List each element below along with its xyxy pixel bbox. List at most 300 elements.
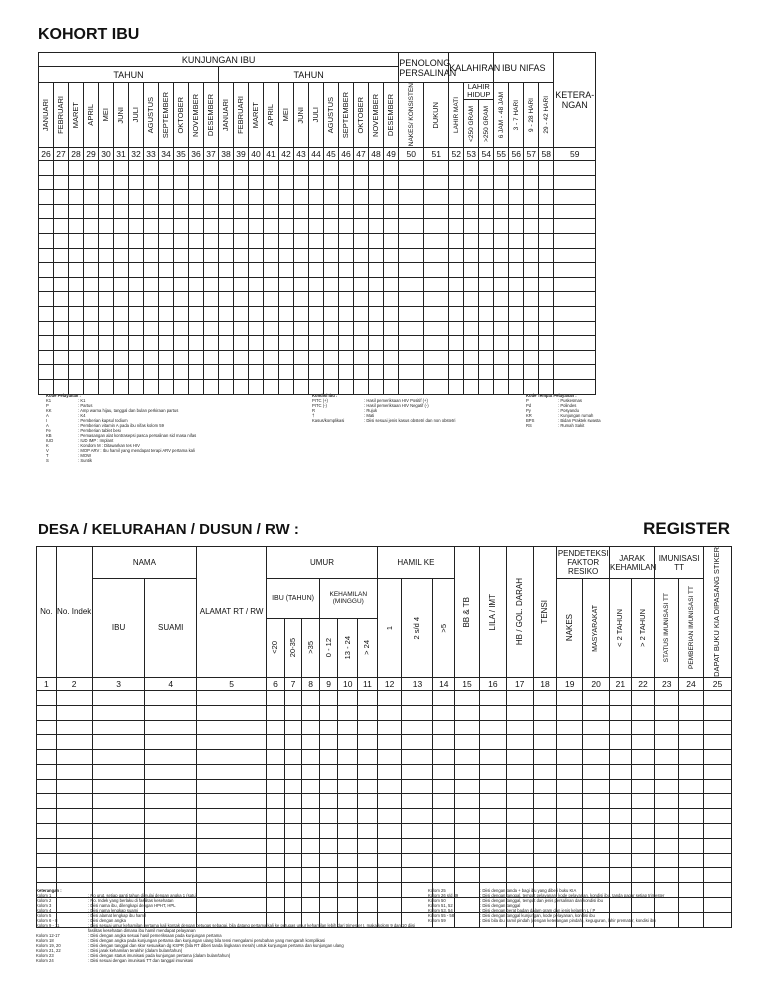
table-cell[interactable] — [56, 720, 92, 735]
table-cell[interactable] — [524, 365, 539, 380]
table-cell[interactable] — [174, 306, 189, 321]
table-cell[interactable] — [37, 705, 57, 720]
table-cell[interactable] — [479, 794, 506, 809]
table-cell[interactable] — [338, 838, 358, 853]
table-cell[interactable] — [339, 306, 354, 321]
table-cell[interactable] — [99, 190, 114, 205]
table-cell[interactable] — [324, 350, 339, 365]
table-cell[interactable] — [99, 365, 114, 380]
table-cell[interactable] — [655, 750, 679, 765]
table-cell[interactable] — [189, 161, 204, 176]
table-cell[interactable] — [279, 277, 294, 292]
table-cell[interactable] — [99, 175, 114, 190]
table-cell[interactable] — [402, 705, 433, 720]
table-cell[interactable] — [145, 720, 197, 735]
table-cell[interactable] — [204, 321, 219, 336]
table-cell[interactable] — [557, 838, 583, 853]
table-cell[interactable] — [557, 750, 583, 765]
table-cell[interactable] — [424, 306, 449, 321]
table-cell[interactable] — [267, 838, 285, 853]
table-cell[interactable] — [84, 233, 99, 248]
table-cell[interactable] — [399, 306, 424, 321]
table-cell[interactable] — [631, 794, 655, 809]
table-cell[interactable] — [114, 350, 129, 365]
table-cell[interactable] — [39, 306, 54, 321]
table-cell[interactable] — [358, 705, 378, 720]
table-cell[interactable] — [610, 779, 632, 794]
table-cell[interactable] — [279, 379, 294, 394]
table-cell[interactable] — [539, 175, 554, 190]
table-cell[interactable] — [369, 233, 384, 248]
table-cell[interactable] — [424, 263, 449, 278]
table-cell[interactable] — [309, 219, 324, 234]
table-cell[interactable] — [433, 735, 455, 750]
table-cell[interactable] — [219, 190, 234, 205]
table-cell[interactable] — [309, 233, 324, 248]
table-cell[interactable] — [84, 292, 99, 307]
table-cell[interactable] — [234, 277, 249, 292]
table-cell[interactable] — [56, 690, 92, 705]
table-cell[interactable] — [369, 321, 384, 336]
table-cell[interactable] — [494, 365, 509, 380]
table-cell[interactable] — [455, 720, 480, 735]
table-cell[interactable] — [384, 263, 399, 278]
table-cell[interactable] — [610, 868, 632, 883]
table-cell[interactable] — [539, 292, 554, 307]
table-cell[interactable] — [399, 336, 424, 351]
table-cell[interactable] — [284, 853, 302, 868]
table-cell[interactable] — [99, 233, 114, 248]
table-cell[interactable] — [284, 750, 302, 765]
table-cell[interactable] — [279, 350, 294, 365]
table-cell[interactable] — [339, 175, 354, 190]
table-cell[interactable] — [539, 350, 554, 365]
table-cell[interactable] — [189, 175, 204, 190]
table-cell[interactable] — [369, 204, 384, 219]
table-cell[interactable] — [284, 764, 302, 779]
table-cell[interactable] — [174, 365, 189, 380]
table-cell[interactable] — [679, 868, 704, 883]
table-cell[interactable] — [324, 321, 339, 336]
table-cell[interactable] — [114, 248, 129, 263]
table-cell[interactable] — [144, 350, 159, 365]
table-cell[interactable] — [424, 321, 449, 336]
table-cell[interactable] — [703, 794, 731, 809]
table-cell[interactable] — [294, 190, 309, 205]
table-cell[interactable] — [69, 161, 84, 176]
table-cell[interactable] — [69, 277, 84, 292]
table-cell[interactable] — [197, 764, 267, 779]
table-cell[interactable] — [144, 248, 159, 263]
table-cell[interactable] — [455, 824, 480, 839]
table-cell[interactable] — [369, 161, 384, 176]
table-cell[interactable] — [145, 690, 197, 705]
table-cell[interactable] — [494, 306, 509, 321]
table-cell[interactable] — [309, 350, 324, 365]
table-cell[interactable] — [377, 809, 402, 824]
table-cell[interactable] — [533, 838, 557, 853]
table-cell[interactable] — [309, 379, 324, 394]
table-cell[interactable] — [92, 853, 145, 868]
table-cell[interactable] — [557, 824, 583, 839]
table-cell[interactable] — [204, 263, 219, 278]
table-cell[interactable] — [69, 292, 84, 307]
table-cell[interactable] — [92, 705, 145, 720]
table-cell[interactable] — [84, 190, 99, 205]
table-cell[interactable] — [433, 794, 455, 809]
table-cell[interactable] — [524, 379, 539, 394]
table-cell[interactable] — [433, 750, 455, 765]
table-cell[interactable] — [69, 365, 84, 380]
table-cell[interactable] — [339, 161, 354, 176]
table-cell[interactable] — [424, 233, 449, 248]
table-cell[interactable] — [267, 750, 285, 765]
table-cell[interactable] — [424, 277, 449, 292]
table-cell[interactable] — [267, 868, 285, 883]
table-cell[interactable] — [99, 204, 114, 219]
table-cell[interactable] — [338, 720, 358, 735]
table-cell[interactable] — [197, 750, 267, 765]
table-cell[interactable] — [583, 750, 610, 765]
table-cell[interactable] — [319, 690, 338, 705]
table-cell[interactable] — [494, 233, 509, 248]
table-cell[interactable] — [234, 263, 249, 278]
table-cell[interactable] — [189, 233, 204, 248]
table-cell[interactable] — [284, 824, 302, 839]
table-cell[interactable] — [455, 853, 480, 868]
table-cell[interactable] — [399, 219, 424, 234]
table-cell[interactable] — [56, 794, 92, 809]
table-cell[interactable] — [631, 764, 655, 779]
table-cell[interactable] — [369, 175, 384, 190]
table-cell[interactable] — [114, 277, 129, 292]
table-cell[interactable] — [56, 838, 92, 853]
table-cell[interactable] — [524, 306, 539, 321]
table-cell[interactable] — [204, 175, 219, 190]
table-cell[interactable] — [339, 190, 354, 205]
table-cell[interactable] — [159, 161, 174, 176]
table-cell[interactable] — [506, 794, 533, 809]
table-cell[interactable] — [174, 379, 189, 394]
table-cell[interactable] — [583, 735, 610, 750]
table-cell[interactable] — [433, 764, 455, 779]
table-cell[interactable] — [354, 190, 369, 205]
table-cell[interactable] — [174, 248, 189, 263]
table-cell[interactable] — [294, 350, 309, 365]
table-cell[interactable] — [338, 705, 358, 720]
table-cell[interactable] — [145, 838, 197, 853]
table-cell[interactable] — [129, 321, 144, 336]
table-cell[interactable] — [204, 277, 219, 292]
table-cell[interactable] — [114, 219, 129, 234]
table-cell[interactable] — [84, 350, 99, 365]
table-cell[interactable] — [358, 690, 378, 705]
table-cell[interactable] — [279, 175, 294, 190]
table-cell[interactable] — [159, 248, 174, 263]
table-cell[interactable] — [114, 336, 129, 351]
table-cell[interactable] — [384, 306, 399, 321]
table-cell[interactable] — [524, 277, 539, 292]
table-cell[interactable] — [234, 379, 249, 394]
table-cell[interactable] — [539, 161, 554, 176]
table-cell[interactable] — [506, 735, 533, 750]
table-cell[interactable] — [84, 306, 99, 321]
table-cell[interactable] — [369, 219, 384, 234]
table-cell[interactable] — [37, 720, 57, 735]
table-cell[interactable] — [264, 175, 279, 190]
table-cell[interactable] — [399, 161, 424, 176]
table-cell[interactable] — [39, 336, 54, 351]
table-cell[interactable] — [324, 379, 339, 394]
table-cell[interactable] — [402, 735, 433, 750]
table-cell[interactable] — [309, 336, 324, 351]
table-cell[interactable] — [494, 263, 509, 278]
table-cell[interactable] — [679, 720, 704, 735]
table-cell[interactable] — [583, 705, 610, 720]
table-cell[interactable] — [479, 248, 494, 263]
table-cell[interactable] — [284, 838, 302, 853]
table-cell[interactable] — [377, 735, 402, 750]
table-cell[interactable] — [354, 321, 369, 336]
table-cell[interactable] — [99, 248, 114, 263]
table-cell[interactable] — [234, 219, 249, 234]
table-cell[interactable] — [339, 277, 354, 292]
table-cell[interactable] — [339, 248, 354, 263]
table-cell[interactable] — [69, 321, 84, 336]
table-cell[interactable] — [204, 248, 219, 263]
table-cell[interactable] — [54, 219, 69, 234]
table-cell[interactable] — [204, 190, 219, 205]
table-cell[interactable] — [145, 705, 197, 720]
table-cell[interactable] — [369, 248, 384, 263]
table-cell[interactable] — [494, 277, 509, 292]
table-cell[interactable] — [506, 868, 533, 883]
table-cell[interactable] — [92, 794, 145, 809]
table-cell[interactable] — [219, 379, 234, 394]
table-cell[interactable] — [338, 868, 358, 883]
table-cell[interactable] — [610, 809, 632, 824]
table-cell[interactable] — [54, 336, 69, 351]
table-cell[interactable] — [449, 350, 464, 365]
table-cell[interactable] — [479, 750, 506, 765]
table-cell[interactable] — [284, 779, 302, 794]
table-cell[interactable] — [655, 779, 679, 794]
table-cell[interactable] — [424, 336, 449, 351]
table-cell[interactable] — [39, 204, 54, 219]
table-cell[interactable] — [129, 336, 144, 351]
table-cell[interactable] — [464, 292, 479, 307]
table-cell[interactable] — [338, 824, 358, 839]
table-cell[interactable] — [449, 190, 464, 205]
table-cell[interactable] — [145, 809, 197, 824]
table-cell[interactable] — [249, 306, 264, 321]
table-cell[interactable] — [524, 175, 539, 190]
table-cell[interactable] — [54, 277, 69, 292]
table-cell[interactable] — [267, 809, 285, 824]
table-cell[interactable] — [99, 277, 114, 292]
table-cell[interactable] — [159, 175, 174, 190]
table-cell[interactable] — [54, 161, 69, 176]
table-cell[interactable] — [631, 735, 655, 750]
table-cell[interactable] — [524, 263, 539, 278]
table-cell[interactable] — [631, 838, 655, 853]
table-cell[interactable] — [354, 175, 369, 190]
table-cell[interactable] — [494, 379, 509, 394]
table-cell[interactable] — [159, 204, 174, 219]
table-cell[interactable] — [189, 248, 204, 263]
table-cell[interactable] — [506, 853, 533, 868]
table-cell[interactable] — [655, 705, 679, 720]
table-cell[interactable] — [324, 263, 339, 278]
table-cell[interactable] — [464, 161, 479, 176]
table-cell[interactable] — [433, 779, 455, 794]
table-cell[interactable] — [319, 809, 338, 824]
table-cell[interactable] — [479, 705, 506, 720]
table-cell[interactable] — [189, 321, 204, 336]
table-cell[interactable] — [539, 365, 554, 380]
table-cell[interactable] — [384, 379, 399, 394]
table-cell[interactable] — [54, 190, 69, 205]
table-cell[interactable] — [279, 161, 294, 176]
table-cell[interactable] — [324, 190, 339, 205]
table-cell[interactable] — [219, 336, 234, 351]
table-cell[interactable] — [464, 277, 479, 292]
table-cell[interactable] — [69, 263, 84, 278]
table-cell[interactable] — [479, 219, 494, 234]
table-cell[interactable] — [129, 350, 144, 365]
table-cell[interactable] — [384, 190, 399, 205]
table-cell[interactable] — [56, 750, 92, 765]
table-cell[interactable] — [557, 779, 583, 794]
table-cell[interactable] — [399, 175, 424, 190]
table-cell[interactable] — [455, 809, 480, 824]
table-cell[interactable] — [377, 690, 402, 705]
table-cell[interactable] — [174, 219, 189, 234]
table-cell[interactable] — [703, 853, 731, 868]
table-cell[interactable] — [294, 379, 309, 394]
table-cell[interactable] — [37, 794, 57, 809]
table-cell[interactable] — [189, 350, 204, 365]
table-cell[interactable] — [464, 190, 479, 205]
table-cell[interactable] — [703, 809, 731, 824]
table-cell[interactable] — [204, 219, 219, 234]
table-cell[interactable] — [464, 233, 479, 248]
table-cell[interactable] — [509, 161, 524, 176]
table-cell[interactable] — [189, 204, 204, 219]
table-cell[interactable] — [449, 263, 464, 278]
table-cell[interactable] — [384, 175, 399, 190]
table-cell[interactable] — [554, 204, 596, 219]
table-cell[interactable] — [219, 233, 234, 248]
table-cell[interactable] — [554, 336, 596, 351]
table-cell[interactable] — [114, 321, 129, 336]
table-cell[interactable] — [655, 824, 679, 839]
table-cell[interactable] — [506, 720, 533, 735]
table-cell[interactable] — [610, 690, 632, 705]
table-cell[interactable] — [533, 735, 557, 750]
table-cell[interactable] — [433, 809, 455, 824]
table-cell[interactable] — [354, 292, 369, 307]
table-cell[interactable] — [294, 306, 309, 321]
table-cell[interactable] — [249, 321, 264, 336]
table-cell[interactable] — [144, 365, 159, 380]
table-cell[interactable] — [197, 794, 267, 809]
table-cell[interactable] — [339, 365, 354, 380]
table-cell[interactable] — [610, 720, 632, 735]
table-cell[interactable] — [234, 175, 249, 190]
table-cell[interactable] — [204, 336, 219, 351]
table-cell[interactable] — [479, 838, 506, 853]
table-cell[interactable] — [479, 690, 506, 705]
table-cell[interactable] — [204, 350, 219, 365]
table-cell[interactable] — [377, 794, 402, 809]
table-cell[interactable] — [533, 868, 557, 883]
table-cell[interactable] — [479, 321, 494, 336]
table-cell[interactable] — [204, 379, 219, 394]
table-cell[interactable] — [294, 263, 309, 278]
table-cell[interactable] — [264, 263, 279, 278]
table-cell[interactable] — [354, 379, 369, 394]
table-cell[interactable] — [84, 161, 99, 176]
table-cell[interactable] — [309, 263, 324, 278]
table-cell[interactable] — [189, 190, 204, 205]
table-cell[interactable] — [129, 306, 144, 321]
table-cell[interactable] — [92, 735, 145, 750]
table-cell[interactable] — [234, 248, 249, 263]
table-cell[interactable] — [539, 248, 554, 263]
table-cell[interactable] — [479, 868, 506, 883]
table-cell[interactable] — [539, 321, 554, 336]
table-cell[interactable] — [509, 306, 524, 321]
table-cell[interactable] — [189, 219, 204, 234]
table-cell[interactable] — [449, 306, 464, 321]
table-cell[interactable] — [92, 868, 145, 883]
table-cell[interactable] — [39, 233, 54, 248]
table-cell[interactable] — [399, 248, 424, 263]
table-cell[interactable] — [479, 779, 506, 794]
table-cell[interactable] — [129, 233, 144, 248]
table-cell[interactable] — [655, 838, 679, 853]
table-cell[interactable] — [294, 219, 309, 234]
table-cell[interactable] — [39, 365, 54, 380]
table-cell[interactable] — [402, 853, 433, 868]
table-cell[interactable] — [583, 824, 610, 839]
table-cell[interactable] — [39, 175, 54, 190]
table-cell[interactable] — [56, 764, 92, 779]
table-cell[interactable] — [339, 379, 354, 394]
table-cell[interactable] — [449, 175, 464, 190]
table-cell[interactable] — [338, 690, 358, 705]
table-cell[interactable] — [533, 705, 557, 720]
table-cell[interactable] — [339, 292, 354, 307]
table-cell[interactable] — [539, 277, 554, 292]
table-cell[interactable] — [424, 204, 449, 219]
table-cell[interactable] — [433, 705, 455, 720]
table-cell[interactable] — [358, 809, 378, 824]
table-cell[interactable] — [324, 161, 339, 176]
table-cell[interactable] — [249, 336, 264, 351]
table-cell[interactable] — [264, 233, 279, 248]
table-cell[interactable] — [399, 292, 424, 307]
table-cell[interactable] — [610, 794, 632, 809]
table-cell[interactable] — [424, 292, 449, 307]
table-cell[interactable] — [433, 853, 455, 868]
table-cell[interactable] — [249, 233, 264, 248]
table-cell[interactable] — [610, 735, 632, 750]
table-cell[interactable] — [464, 379, 479, 394]
table-cell[interactable] — [433, 690, 455, 705]
table-cell[interactable] — [197, 824, 267, 839]
